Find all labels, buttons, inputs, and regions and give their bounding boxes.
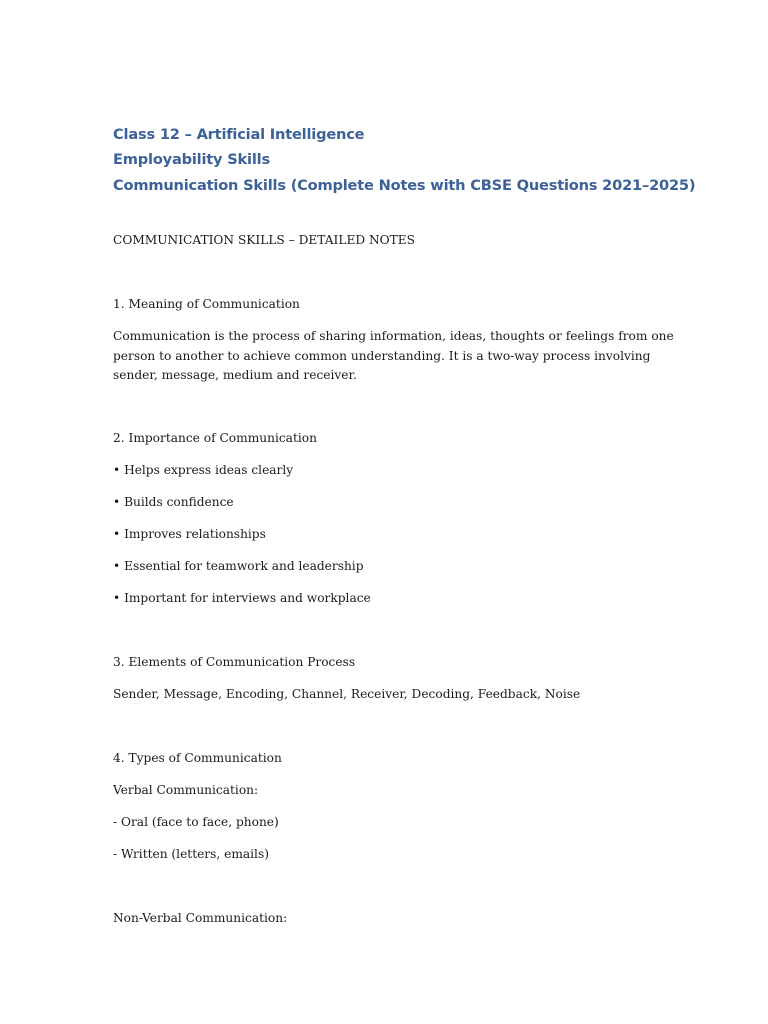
meaning-paragraph-line: sender, message, medium and receiver. [113,368,357,382]
importance-bullet: • Important for interviews and workplace [113,591,371,605]
verbal-label: Verbal Communication: [113,783,259,797]
verbal-item: - Written (letters, emails) [113,847,269,861]
meaning-paragraph-line: person to another to achieve common understanding. It is a two-way process involving [113,348,651,363]
types-heading: 4. Types of Communication [113,751,282,765]
nonverbal-label: Non-Verbal Communication: [113,911,288,925]
elements-text: Sender, Message, Encoding, Channel, Receiver, Decoding, Feedback, Noise [113,687,581,701]
doc-title-line-3: Communication Skills (Complete Notes with CBSE Questions 2021–2025) [113,177,696,194]
importance-bullet: • Essential for teamwork and leadership [113,559,364,573]
doc-title-line-1: Class 12 – Artificial Intelligence [113,126,365,143]
verbal-item: - Oral (face to face, phone) [113,815,279,829]
meaning-paragraph [113,327,674,386]
section-heading: COMMUNICATION SKILLS – DETAILED NOTES [113,233,416,247]
importance-heading: 2. Importance of Communication [113,431,317,445]
importance-bullet: • Helps express ideas clearly [113,463,294,477]
doc-title-line-2: Employability Skills [113,151,270,168]
meaning-paragraph-line: Communication is the process of sharing information, ideas, thoughts or feelings from one [113,329,674,343]
importance-bullet: • Improves relationships [113,527,266,541]
elements-heading: 3. Elements of Communication Process [113,655,356,669]
importance-bullet: • Builds confidence [113,495,234,509]
meaning-heading: 1. Meaning of Communication [113,297,300,311]
